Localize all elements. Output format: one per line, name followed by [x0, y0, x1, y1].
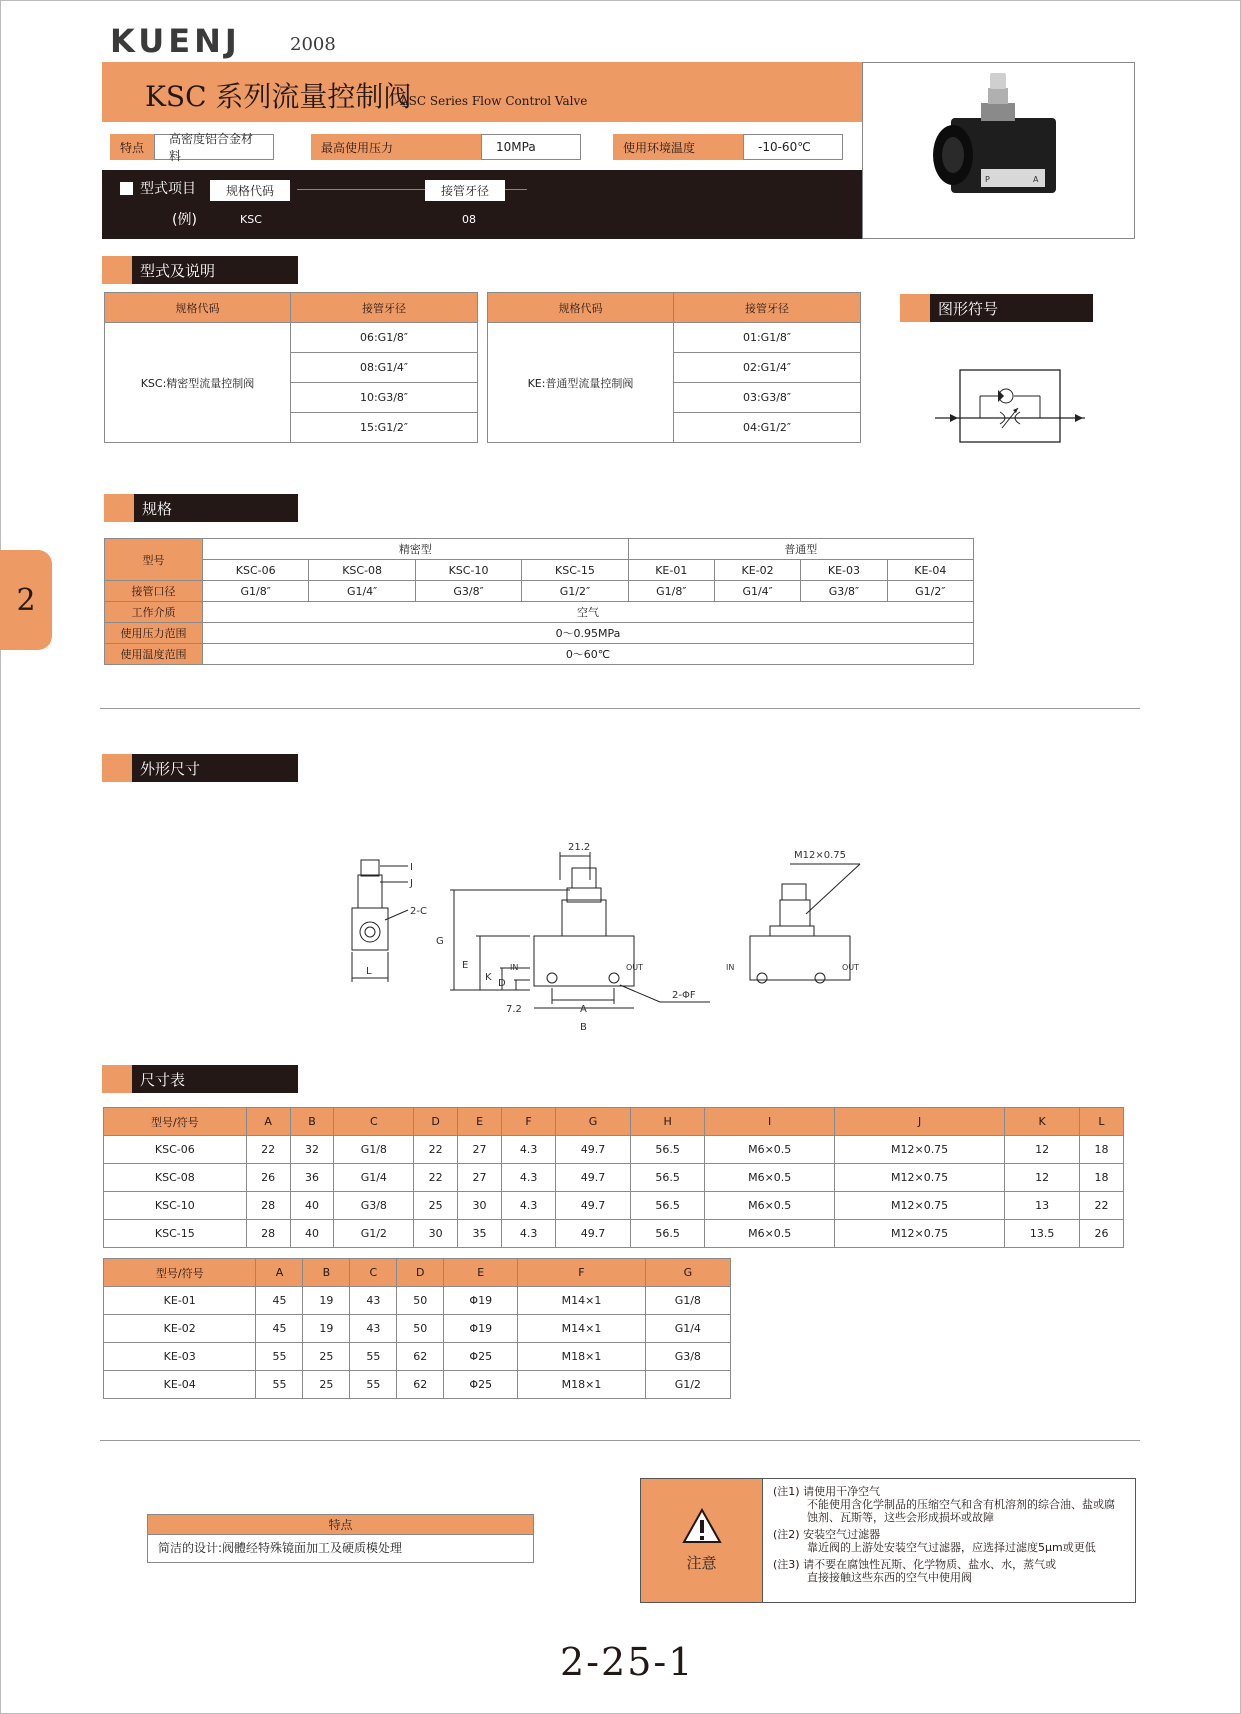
drawing-label: L [366, 966, 372, 977]
table-cell: 55 [350, 1371, 397, 1399]
drawing-label: 2-ΦF [672, 990, 696, 1001]
table-cell: 13.5 [1005, 1220, 1080, 1248]
table-header: A [246, 1108, 290, 1136]
model-code-cell: KSC:精密型流量控制阀 [105, 323, 291, 443]
table-cell: 55 [256, 1343, 303, 1371]
table-cell: 4.3 [502, 1192, 556, 1220]
divider [100, 708, 1140, 709]
table-cell: KSC-10 [104, 1192, 247, 1220]
table-cell: 19 [303, 1315, 350, 1343]
spec-model-label: 型号 [105, 539, 203, 581]
example-code: KSC [240, 213, 262, 226]
spec-port-label: 接管口径 [105, 581, 203, 602]
table-cell: 45 [256, 1315, 303, 1343]
section-heading-model [102, 256, 298, 284]
caution-label: 注意 [686, 1554, 717, 1572]
table-cell: KE-03 [104, 1343, 256, 1371]
table-header: E [458, 1108, 502, 1136]
feature-value: 10MPa [481, 134, 581, 160]
table-cell: 50 [397, 1287, 444, 1315]
order-col2: 接管牙径 [425, 180, 505, 201]
table-cell: 26 [246, 1164, 290, 1192]
spec-temp: 0～60℃ [203, 644, 974, 665]
table-cell: G1/8 [334, 1136, 414, 1164]
model-table-left [104, 292, 478, 443]
table-header: 型号/符号 [104, 1108, 247, 1136]
table-cell: 25 [303, 1371, 350, 1399]
table-cell: 40 [290, 1220, 334, 1248]
table-row [104, 1287, 731, 1315]
table-cell: Φ25 [444, 1371, 518, 1399]
feature-box [147, 1514, 534, 1563]
table-cell: 43 [350, 1287, 397, 1315]
table-cell: 56.5 [630, 1136, 705, 1164]
page-number: 2-25-1 [560, 1640, 695, 1684]
table-cell: M12×0.75 [834, 1136, 1004, 1164]
drawing-label: J [410, 878, 413, 889]
table-cell: KE-01 [104, 1287, 256, 1315]
order-code-box [102, 170, 862, 239]
spec-table [104, 538, 974, 665]
spec-port: G1/8″ [628, 581, 714, 602]
table-row [104, 1315, 731, 1343]
table-cell: KE-02 [104, 1315, 256, 1343]
brand-logo: KUENJ [110, 22, 241, 60]
feature-label: 特点 [110, 134, 154, 160]
table-row [104, 1164, 1124, 1192]
drawing-label: G [436, 936, 444, 947]
table-header: A [256, 1259, 303, 1287]
table-header: F [518, 1259, 645, 1287]
caution-box [640, 1478, 1136, 1603]
table-cell: Φ25 [444, 1343, 518, 1371]
table-header: I [705, 1108, 834, 1136]
product-photo [862, 62, 1135, 239]
spec-port: G3/8″ [801, 581, 887, 602]
table-cell: 25 [303, 1343, 350, 1371]
table-cell: 22 [246, 1136, 290, 1164]
table-cell: 28 [246, 1220, 290, 1248]
spec-model: KSC-06 [203, 560, 309, 581]
table-cell: 19 [303, 1287, 350, 1315]
drawing-label: E [462, 960, 469, 971]
brand-year: 2008 [290, 34, 336, 55]
flow-control-symbol [930, 360, 1090, 450]
note-body: 不能使用含化学制品的压缩空气和含有机溶剂的综合油、盐或腐蚀剂、瓦斯等，这些会形成损坏或故障 [807, 1498, 1115, 1524]
table-cell: 36 [290, 1164, 334, 1192]
table-header: B [303, 1259, 350, 1287]
table-cell: Φ19 [444, 1287, 518, 1315]
table-header: E [444, 1259, 518, 1287]
table-cell: 18 [1079, 1136, 1123, 1164]
table-cell: 25 [414, 1192, 458, 1220]
caution-notes [763, 1479, 1135, 1602]
feature-box-text: 简洁的设计:阀體经特殊镜面加工及硬质模处理 [158, 1541, 403, 1555]
note-body: 靠近阀的上游处安装空气过滤器，应选择过滤度5μm或更低 [807, 1541, 1096, 1554]
thread-cell: 03:G3/8″ [674, 383, 861, 413]
table-row [104, 1343, 731, 1371]
drawing-label: 21.2 [568, 842, 591, 853]
thread-cell: 06:G1/8″ [291, 323, 478, 353]
table-cell: 4.3 [502, 1164, 556, 1192]
spec-port: G1/2″ [887, 581, 973, 602]
order-label: 型式项目 [140, 181, 196, 197]
table-cell: 32 [290, 1136, 334, 1164]
spec-model: KE-04 [887, 560, 973, 581]
table-cell: 62 [397, 1371, 444, 1399]
table-header: L [1079, 1108, 1123, 1136]
table-cell: G1/2 [334, 1220, 414, 1248]
spec-temp-label: 使用温度范围 [105, 644, 203, 665]
model-table-right [487, 292, 861, 443]
note-head: (注1) 请使用干净空气 [773, 1485, 881, 1498]
table-cell: 13 [1005, 1192, 1080, 1220]
table-row [104, 1371, 731, 1399]
spec-pressure: 0～0.95MPa [203, 623, 974, 644]
drawing-label: M12×0.75 [794, 850, 846, 861]
table-header: G [556, 1108, 631, 1136]
table-cell: M12×0.75 [834, 1192, 1004, 1220]
dims-table-ke [103, 1258, 731, 1399]
table-cell: 45 [256, 1287, 303, 1315]
table-cell: 50 [397, 1315, 444, 1343]
table-cell: 30 [458, 1192, 502, 1220]
table-cell: G3/8 [645, 1343, 730, 1371]
drawing-label: 7.2 [506, 1004, 522, 1015]
table-cell: 62 [397, 1343, 444, 1371]
table-cell: KSC-15 [104, 1220, 247, 1248]
table-cell: M6×0.5 [705, 1164, 834, 1192]
table-cell: 4.3 [502, 1220, 556, 1248]
order-col1: 规格代码 [210, 180, 290, 201]
page-subtitle: ASC Series Flow Control Valve [400, 94, 588, 108]
section-title: 图形符号 [930, 294, 1093, 322]
thread-cell: 01:G1/8″ [674, 323, 861, 353]
spec-model: KE-02 [714, 560, 800, 581]
feature-label: 使用环境温度 [613, 134, 743, 160]
drawing-label: K [485, 972, 492, 983]
table-header: B [290, 1108, 334, 1136]
table-cell: 55 [350, 1343, 397, 1371]
spec-model: KSC-15 [522, 560, 628, 581]
features-row [102, 122, 862, 170]
feature-value: 高密度铝合金材料 [154, 134, 274, 160]
table-cell: G1/2 [645, 1371, 730, 1399]
drawing-label: 2-C [410, 906, 427, 917]
spec-medium-label: 工作介质 [105, 602, 203, 623]
section-heading-dims [102, 1065, 298, 1093]
table-cell: 4.3 [502, 1136, 556, 1164]
table-cell: 56.5 [630, 1164, 705, 1192]
table-cell: 56.5 [630, 1220, 705, 1248]
table-cell: 49.7 [556, 1136, 631, 1164]
spec-group-standard: 普通型 [628, 539, 973, 560]
table-cell: G3/8 [334, 1192, 414, 1220]
section-title: 尺寸表 [132, 1065, 298, 1093]
note-head: (注3) 请不要在腐蚀性瓦斯、化学物质、盐水、水，蒸气或 [773, 1558, 1057, 1571]
table-cell: M12×0.75 [834, 1220, 1004, 1248]
table-header: 接管牙径 [291, 293, 478, 323]
table-cell: 22 [1079, 1192, 1123, 1220]
thread-cell: 10:G3/8″ [291, 383, 478, 413]
table-cell: 55 [256, 1371, 303, 1399]
table-cell: 27 [458, 1164, 502, 1192]
table-header: C [334, 1108, 414, 1136]
table-cell: 43 [350, 1315, 397, 1343]
example-thread: 08 [462, 213, 476, 226]
thread-cell: 15:G1/2″ [291, 413, 478, 443]
spec-pressure-label: 使用压力范围 [105, 623, 203, 644]
drawing-label: IN [510, 963, 519, 972]
table-cell: G1/4 [334, 1164, 414, 1192]
drawing-label: OUT [842, 963, 860, 972]
table-cell: G1/8 [645, 1287, 730, 1315]
drawing-label: I [410, 862, 413, 873]
table-cell: 26 [1079, 1220, 1123, 1248]
thread-cell: 08:G1/4″ [291, 353, 478, 383]
spec-port: G1/2″ [522, 581, 628, 602]
table-header: 接管牙径 [674, 293, 861, 323]
table-header: 型号/符号 [104, 1259, 256, 1287]
table-cell: M6×0.5 [705, 1192, 834, 1220]
caution-side [641, 1479, 763, 1602]
table-cell: 49.7 [556, 1164, 631, 1192]
drawing-label: OUT [626, 963, 644, 972]
table-header: D [397, 1259, 444, 1287]
table-cell: 49.7 [556, 1192, 631, 1220]
note-head: (注2) 安装空气过滤器 [773, 1528, 881, 1541]
table-cell: KE-04 [104, 1371, 256, 1399]
checkbox-square [120, 182, 133, 195]
table-cell: 22 [414, 1136, 458, 1164]
table-cell: G1/4 [645, 1315, 730, 1343]
table-cell: 56.5 [630, 1192, 705, 1220]
spec-group-precision: 精密型 [203, 539, 629, 560]
section-title: 规格 [134, 494, 298, 522]
spec-model: KSC-10 [415, 560, 521, 581]
table-cell: KSC-06 [104, 1136, 247, 1164]
table-header: F [502, 1108, 556, 1136]
table-cell: 12 [1005, 1136, 1080, 1164]
table-cell: M18×1 [518, 1343, 645, 1371]
model-code-cell: KE:普通型流量控制阀 [488, 323, 674, 443]
feature-box-title: 特点 [148, 1515, 533, 1535]
drawing-label: B [580, 1022, 587, 1033]
feature-material [110, 132, 274, 163]
table-cell: 22 [414, 1164, 458, 1192]
spec-port: G1/8″ [203, 581, 309, 602]
drawing-label: A [580, 1004, 587, 1015]
table-cell: KSC-08 [104, 1164, 247, 1192]
spec-port: G1/4″ [714, 581, 800, 602]
spec-medium: 空气 [203, 602, 974, 623]
table-cell: Φ19 [444, 1315, 518, 1343]
warning-icon [682, 1508, 722, 1544]
feature-pressure [311, 134, 581, 160]
spec-model: KE-03 [801, 560, 887, 581]
table-row [104, 1192, 1124, 1220]
table-cell: 28 [246, 1192, 290, 1220]
section-heading-outline [102, 754, 298, 782]
section-title: 型式及说明 [132, 256, 298, 284]
table-cell: M6×0.5 [705, 1220, 834, 1248]
table-row [104, 1136, 1124, 1164]
table-header: 规格代码 [105, 293, 291, 323]
table-cell: 30 [414, 1220, 458, 1248]
table-cell: 12 [1005, 1164, 1080, 1192]
svg-text:P: P [985, 175, 990, 184]
table-header: 规格代码 [488, 293, 674, 323]
section-heading-symbol [900, 294, 1093, 322]
page-title: KSC 系列流量控制阀 [145, 80, 412, 113]
spec-model: KSC-08 [309, 560, 415, 581]
table-row [104, 1220, 1124, 1248]
table-header: C [350, 1259, 397, 1287]
spec-port: G3/8″ [415, 581, 521, 602]
table-cell: 35 [458, 1220, 502, 1248]
thread-cell: 04:G1/2″ [674, 413, 861, 443]
table-header: H [630, 1108, 705, 1136]
chapter-tab: 2 [0, 550, 52, 650]
dimension-drawing [330, 840, 890, 1040]
table-cell: M6×0.5 [705, 1136, 834, 1164]
spec-model: KE-01 [628, 560, 714, 581]
thread-cell: 02:G1/4″ [674, 353, 861, 383]
table-cell: 40 [290, 1192, 334, 1220]
feature-label: 最高使用压力 [311, 134, 481, 160]
table-cell: 49.7 [556, 1220, 631, 1248]
table-header: J [834, 1108, 1004, 1136]
drawing-label: D [498, 978, 506, 989]
drawing-label: IN [726, 963, 735, 972]
divider [100, 1440, 1140, 1441]
table-header: D [414, 1108, 458, 1136]
table-header: G [645, 1259, 730, 1287]
table-cell: M14×1 [518, 1315, 645, 1343]
table-cell: M12×0.75 [834, 1164, 1004, 1192]
table-cell: 18 [1079, 1164, 1123, 1192]
spec-port: G1/4″ [309, 581, 415, 602]
table-cell: M18×1 [518, 1371, 645, 1399]
note-body: 直接接触这些东西的空气中使用阀 [807, 1571, 972, 1584]
svg-text:A: A [1033, 175, 1039, 184]
table-cell: 27 [458, 1136, 502, 1164]
table-header: K [1005, 1108, 1080, 1136]
section-title: 外形尺寸 [132, 754, 298, 782]
dims-table-ksc [103, 1107, 1124, 1248]
table-cell: M14×1 [518, 1287, 645, 1315]
section-heading-spec [104, 494, 298, 522]
feature-temperature [613, 134, 843, 160]
example-label: (例) [172, 212, 197, 228]
feature-value: -10-60℃ [743, 134, 843, 160]
